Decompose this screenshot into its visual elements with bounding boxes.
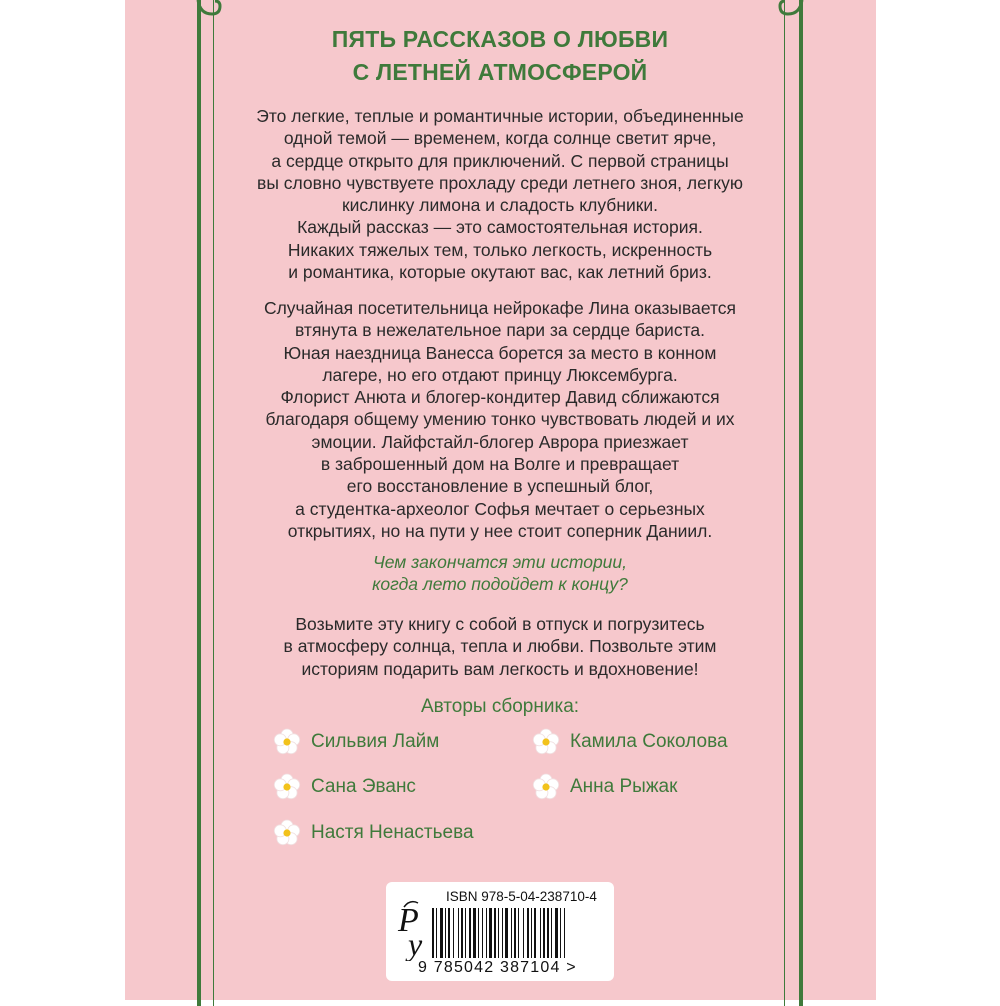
left-corner-ornament-icon [196, 0, 226, 22]
text-line: а студентка-археолог Софья мечтает о серьезных [295, 498, 705, 519]
text-line: Никаких тяжелых тем, только легкость, искренность [287, 239, 713, 260]
text-line: Это легкие, теплые и романтичные истории, объединенные [256, 106, 744, 126]
title-line: С ЛЕТНЕЙ АТМОСФЕРОЙ [352, 59, 648, 85]
flower-icon [273, 773, 301, 801]
text-line: а сердце открыто для приключений. С первой страницы [271, 150, 729, 171]
text-line: лагере, но его отдают принцу Люксембурга. [322, 364, 678, 385]
text-line: Флорист Анюта и блогер-кондитер Давид сближаются [280, 387, 720, 408]
author-item [532, 728, 728, 756]
text-line: Возьмите эту книгу с собой в отпуск и погрузитесь [295, 614, 705, 634]
text-line: открытиях, но на пути у нее стоит соперник Даниил. [287, 520, 713, 541]
svg-text:у: у [408, 926, 423, 961]
author-item [273, 819, 474, 847]
author-item [273, 773, 416, 801]
text-line: его восстановление в успешный блог, [346, 476, 654, 497]
publisher-logo-icon [396, 897, 436, 961]
flower-icon [532, 773, 560, 801]
question-paragraph [215, 551, 785, 596]
isbn-text: ISBN 978-5-04-238710-4 [446, 889, 597, 904]
text-line: благодаря общему умению тонко чувствовать людей и их [265, 409, 735, 430]
text-line: в атмосферу солнца, тепла и любви. Позвольте этим [283, 636, 717, 657]
svg-text:Р: Р [398, 902, 419, 939]
author-name: Анна Рыжак [570, 776, 678, 797]
author-item [273, 728, 439, 756]
flower-icon [273, 728, 301, 756]
author-name: Настя Ненастьева [311, 822, 474, 843]
text-line: Чем закончатся эти истории, [372, 552, 628, 572]
text-line: одной темой — временем, когда солнце светит ярче, [283, 128, 717, 149]
text-line: вы словно чувствуете прохладу среди летнего зноя, легкую [257, 172, 743, 193]
text-line: Юная наездница Ванесса борется за место в конном [283, 342, 717, 363]
book-title [215, 23, 785, 89]
text-line: когда лето подойдет к концу? [372, 574, 628, 595]
title-line: ПЯТЬ РАССКАЗОВ О ЛЮБВИ [331, 26, 669, 52]
text-line: в заброшенный дом на Волге и превращает [320, 454, 680, 475]
flower-icon [273, 819, 301, 847]
author-name: Сильвия Лайм [311, 731, 440, 752]
closing-paragraph [215, 613, 785, 680]
author-item [532, 773, 677, 801]
barcode-number: 9 785042 387104 > [418, 959, 577, 976]
author-name: Сана Эванс [311, 776, 416, 797]
plot-paragraph [215, 297, 785, 542]
author-name: Камила Соколова [570, 731, 728, 752]
text-line: эмоции. Лайфстайл-блогер Аврора приезжает [311, 431, 689, 452]
text-line: и романтика, которые окутают вас, как летний бриз. [288, 262, 712, 283]
intro-paragraph [215, 105, 785, 283]
barcode-icon [432, 908, 602, 958]
text-line: кислинку лимона и сладость клубники. [341, 195, 659, 216]
text-line: историям подарить вам легкость и вдохновение! [301, 658, 699, 679]
authors-heading: Авторы сборника: [420, 696, 580, 717]
flower-icon [532, 728, 560, 756]
right-corner-ornament-icon [774, 0, 804, 22]
text-line: Случайная посетительница нейрокафе Лина оказывается [263, 298, 737, 318]
text-line: втянута в нежелательное пари за сердце бариста. [295, 320, 705, 341]
text-line: Каждый рассказ — это самостоятельная история. [297, 217, 703, 238]
